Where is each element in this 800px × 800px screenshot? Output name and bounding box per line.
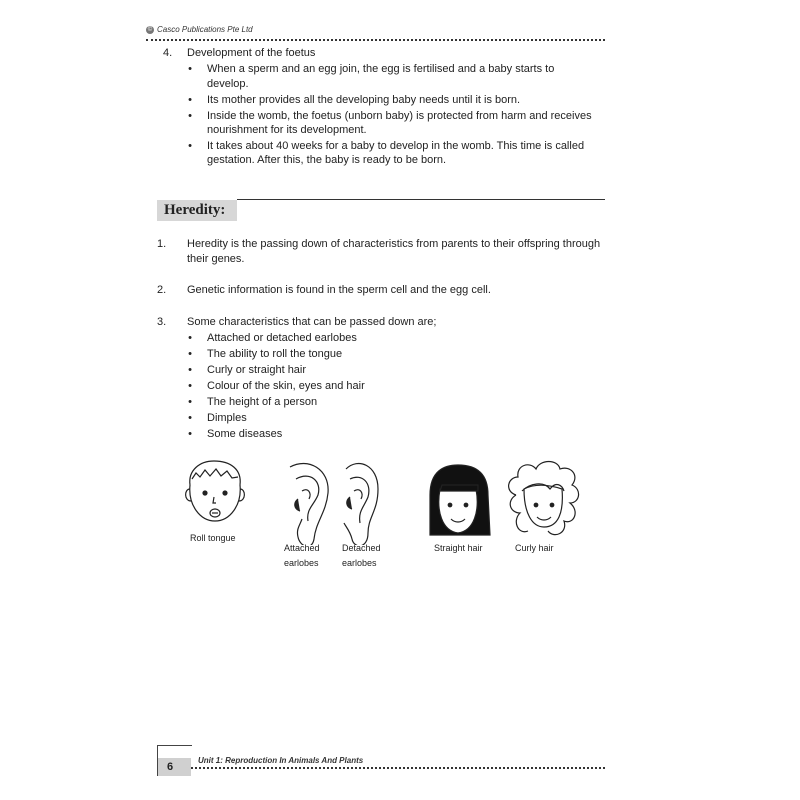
section-title: Heredity:	[164, 202, 226, 218]
curly-hair-illustration	[509, 462, 579, 535]
bullet-icon: •	[188, 428, 192, 440]
curly-hair-label: Curly hair	[515, 543, 554, 553]
foetus-heading: Development of the foetus	[187, 47, 316, 59]
attached-label: Attached	[284, 543, 320, 553]
straight-hair-illustration	[430, 465, 490, 535]
bullet-icon: •	[188, 110, 192, 122]
characteristic-item: The ability to roll the tongue	[207, 348, 343, 360]
attached-label: earlobes	[284, 558, 319, 568]
attached-earlobe-illustration	[290, 463, 328, 545]
page-number: 6	[167, 761, 174, 773]
bullet-text: nourishment for its development.	[207, 124, 367, 136]
characteristic-item: Curly or straight hair	[207, 364, 307, 376]
unit-title: Unit 1: Reproduction In Animals And Plants	[198, 756, 364, 765]
header-divider	[146, 39, 605, 41]
characteristic-item: The height of a person	[207, 396, 318, 408]
detached-earlobe-illustration	[344, 463, 378, 545]
section-divider	[237, 199, 605, 200]
straight-hair-label: Straight hair	[434, 543, 483, 553]
bullet-text: Inside the womb, the foetus (unborn baby) is protected from harm and receives	[207, 110, 592, 122]
roll-tongue-illustration	[186, 461, 245, 521]
characteristic-item: Colour of the skin, eyes and hair	[207, 380, 365, 392]
characteristic-item: Dimples	[207, 412, 247, 424]
list-number: 3.	[157, 316, 167, 328]
characteristic-item: Some diseases	[207, 428, 283, 440]
list-number: 1.	[157, 238, 167, 250]
list-number: 2.	[157, 284, 167, 296]
bullet-text: gestation. After this, the baby is ready to be born.	[207, 154, 447, 166]
list-number: 4.	[163, 47, 173, 59]
bullet-icon: •	[188, 380, 192, 392]
publisher-credit: © Casco Publications Pte Ltd	[147, 25, 253, 34]
bullet-icon: •	[188, 396, 192, 408]
bullet-icon: •	[188, 140, 192, 152]
heredity-text: Some characteristics that can be passed down are;	[187, 316, 437, 328]
characteristic-item: Attached or detached earlobes	[207, 332, 357, 344]
heredity-illustrations	[178, 455, 588, 545]
bullet-text: When a sperm and an egg join, the egg is fertilised and a baby starts to	[207, 63, 555, 75]
page-number-frame	[157, 745, 192, 776]
roll-tongue-label: Roll tongue	[190, 533, 236, 543]
bullet-icon: •	[188, 364, 192, 376]
heredity-text: Genetic information is found in the sperm cell and the egg cell.	[187, 284, 491, 296]
bullet-text: Its mother provides all the developing baby needs until it is born.	[207, 94, 521, 106]
footer-divider	[191, 767, 605, 769]
bullet-icon: •	[188, 332, 192, 344]
bullet-icon: •	[188, 348, 192, 360]
bullet-icon: •	[188, 412, 192, 424]
bullet-icon: •	[188, 63, 192, 75]
detached-label: Detached	[342, 543, 381, 553]
detached-label: earlobes	[342, 558, 377, 568]
bullet-icon: •	[188, 94, 192, 106]
heredity-text: their genes.	[187, 253, 245, 265]
bullet-text: develop.	[207, 78, 249, 90]
bullet-text: It takes about 40 weeks for a baby to develop in the womb. This time is called	[207, 140, 585, 152]
heredity-text: Heredity is the passing down of characteristics from parents to their offspring through	[187, 238, 601, 250]
copyright-icon: ©	[147, 26, 153, 33]
